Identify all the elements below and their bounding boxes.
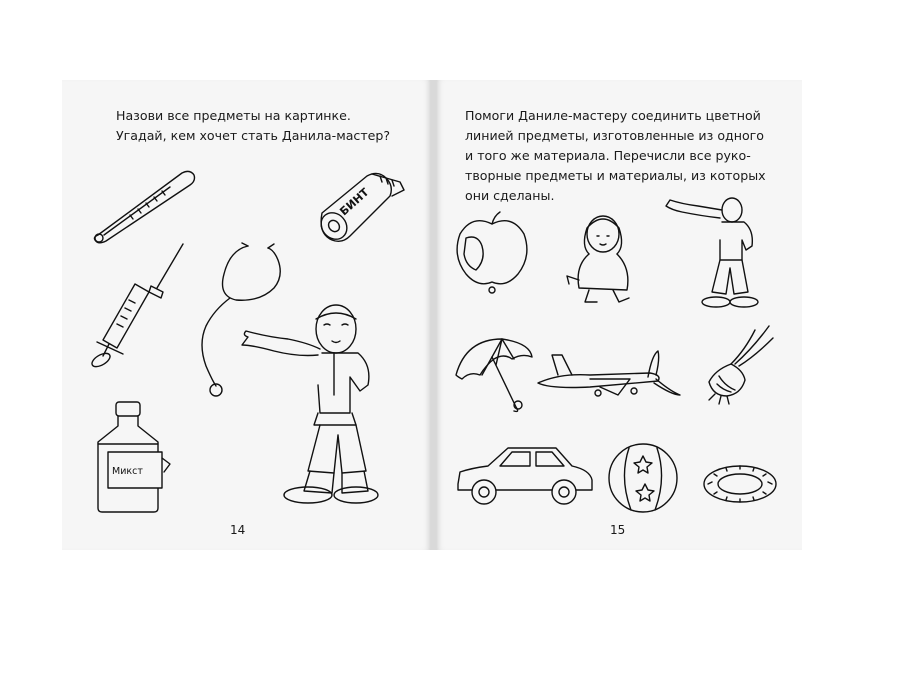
page-number-right: 15 [610, 523, 626, 537]
danila-master-figure-left [238, 295, 378, 515]
right-instruction-line-2: линией предметы, изготовленные из одного [465, 128, 764, 143]
apple-icon [452, 210, 532, 295]
danila-master-figure-right [662, 196, 772, 316]
bottle-label: Микст [112, 466, 143, 477]
bandage-roll-icon [312, 168, 407, 246]
onion-icon [695, 320, 780, 405]
right-instruction-line-4: творные предметы и материалы, из которых [465, 168, 766, 183]
left-instruction-line-1: Назови все предметы на картинке. [116, 108, 351, 123]
page-number-left: 14 [230, 523, 246, 537]
syringe-icon [93, 240, 188, 375]
airplane-icon [530, 345, 690, 400]
doll-icon [565, 210, 640, 305]
plate-icon [700, 462, 780, 507]
umbrella-icon [452, 335, 537, 415]
car-icon [452, 440, 597, 510]
bandage-label: БИНТ [337, 185, 372, 219]
right-instruction-line-1: Помоги Даниле-мастеру соединить цветной [465, 108, 761, 123]
left-instruction-line-2: Угадай, кем хочет стать Данила-мастер? [116, 128, 391, 143]
ball-icon [603, 440, 683, 515]
right-instruction-line-5: они сделаны. [465, 188, 555, 203]
thermometer-icon [90, 165, 200, 245]
right-instruction-line-3: и того же материала. Перечисли все руко- [465, 148, 751, 163]
medicine-bottle-icon [92, 398, 172, 516]
